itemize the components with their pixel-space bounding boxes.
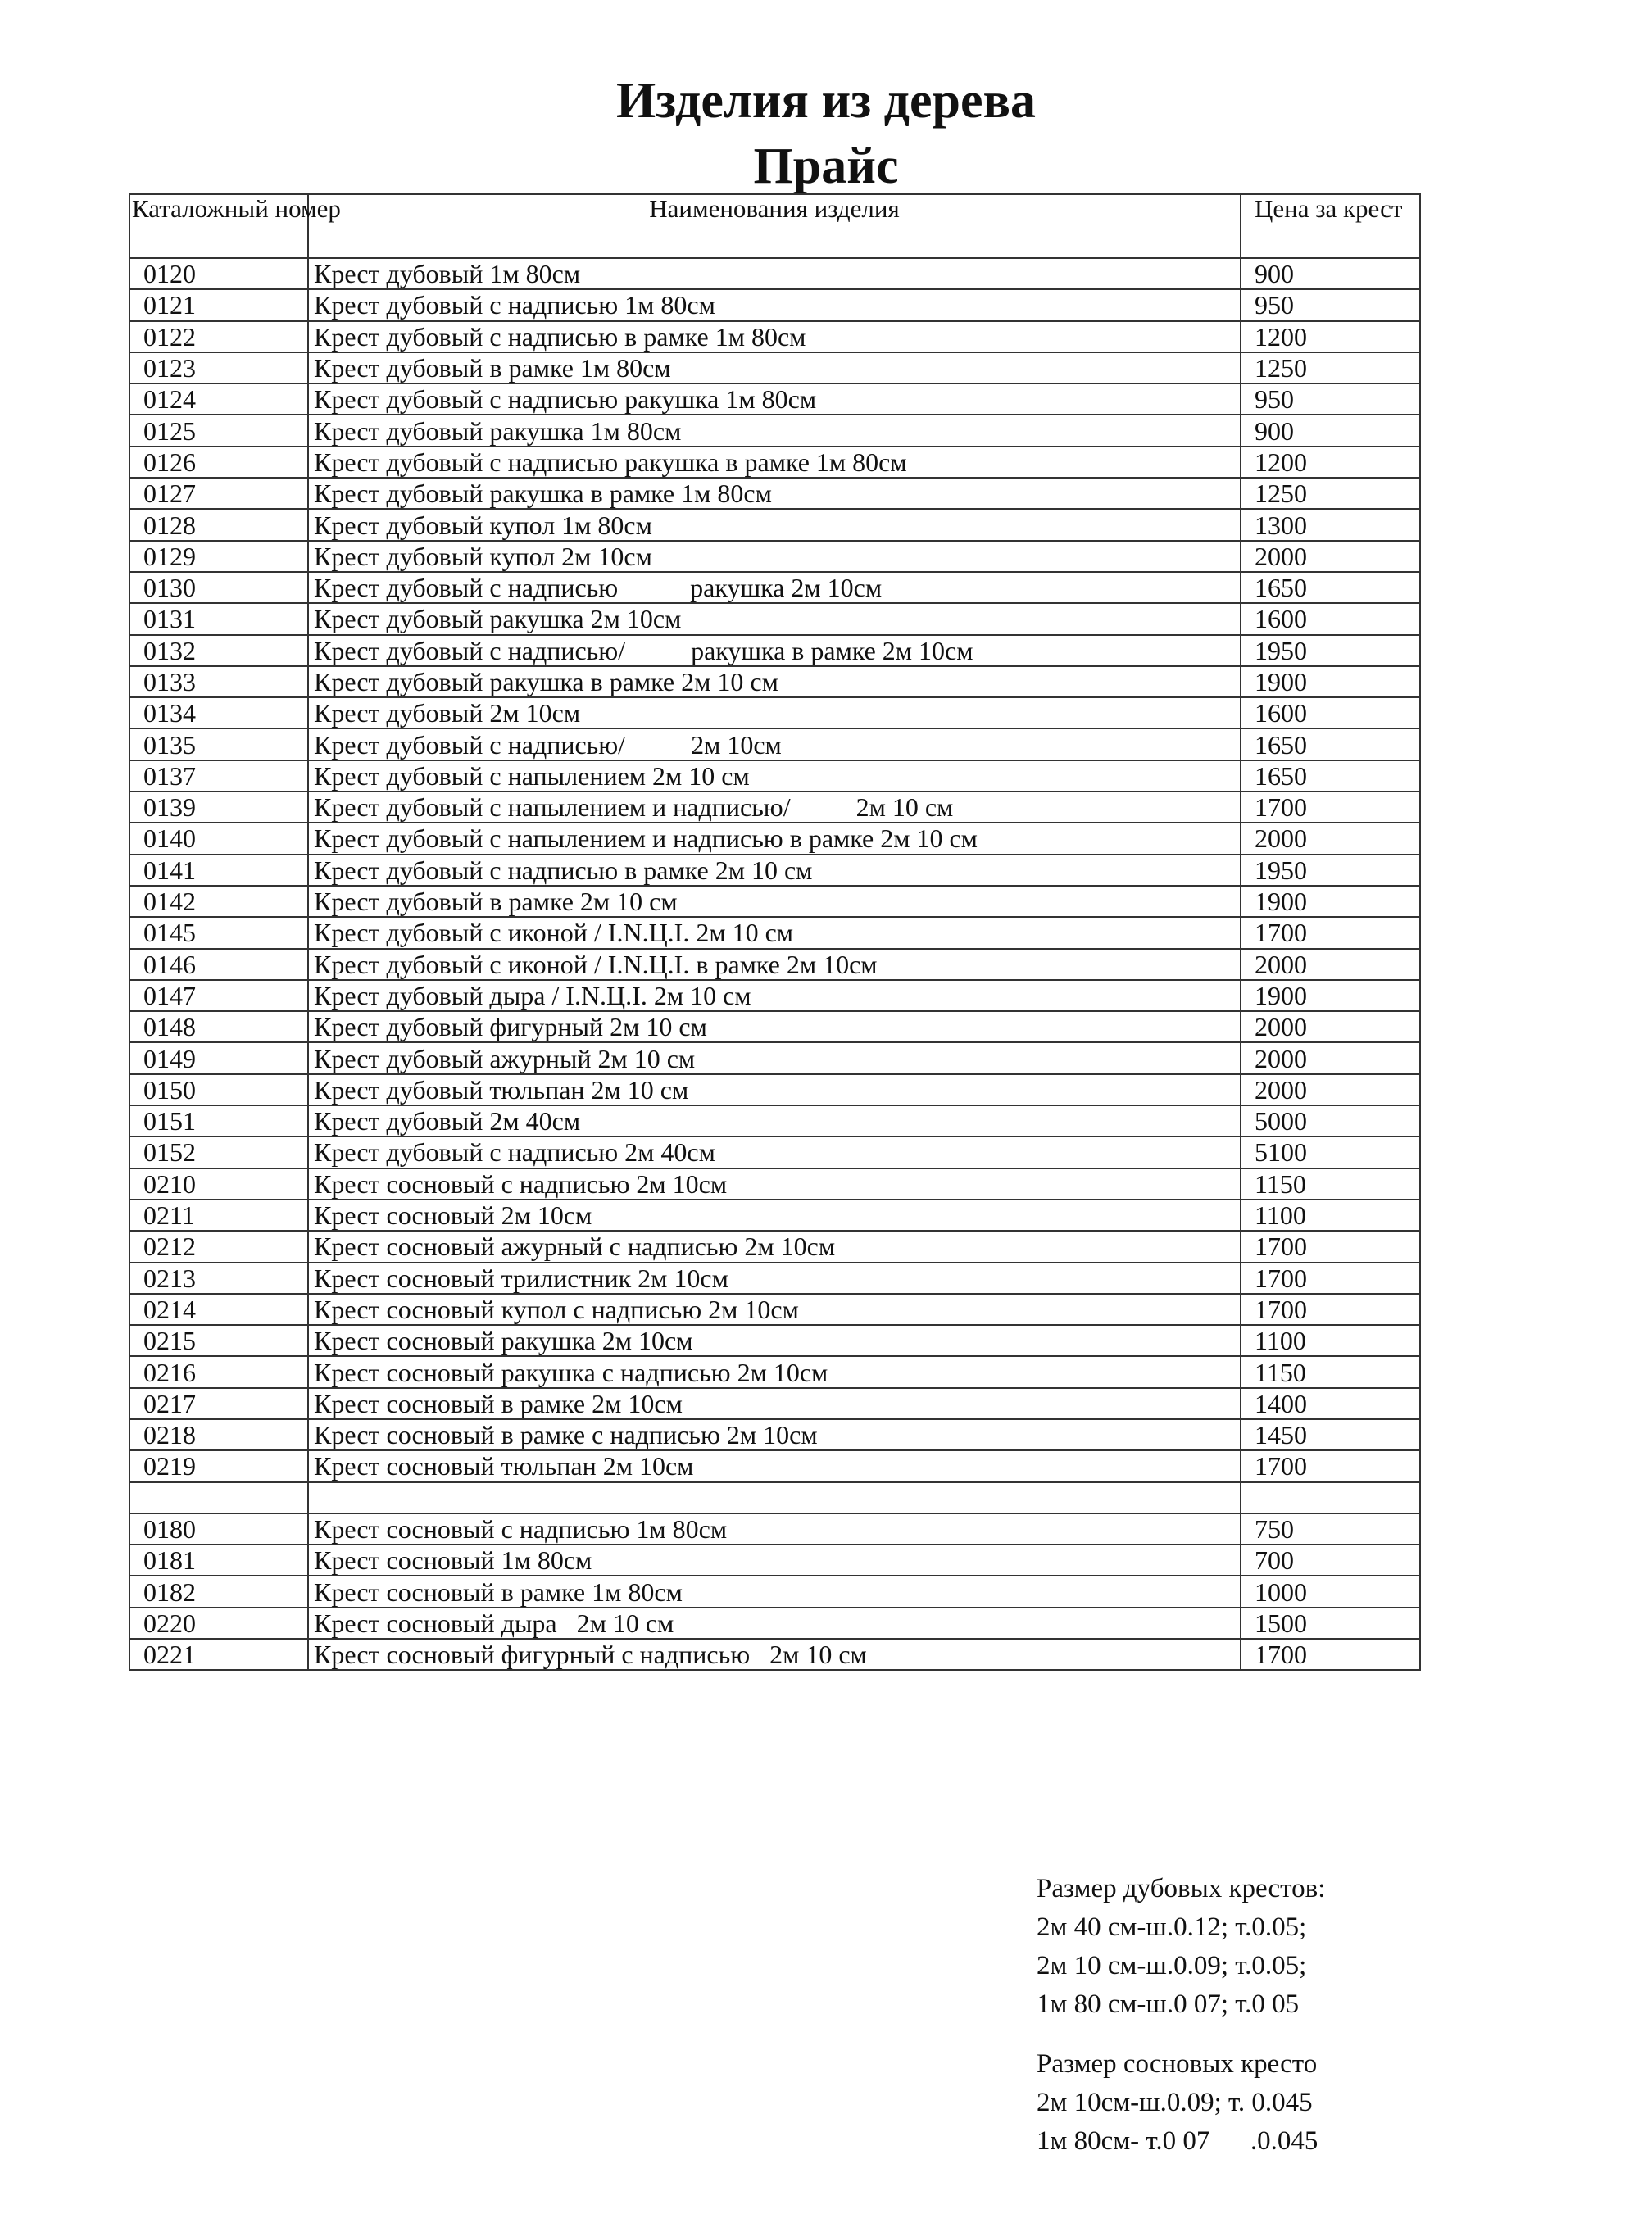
table-row bbox=[129, 1419, 1420, 1450]
table-row bbox=[129, 1325, 1420, 1356]
product-name-cell: Крест дубовый с надписью ракушка в рамке 1м 80см bbox=[308, 447, 1241, 478]
table-row bbox=[129, 1576, 1420, 1607]
product-name-cell: Крест сосновый ракушка 2м 10см bbox=[308, 1325, 1241, 1356]
product-name-cell: Крест дубовый с надписью/ ракушка в рамке 2м 10см bbox=[308, 635, 1241, 666]
catalog-number-cell: 0216 bbox=[129, 1356, 308, 1387]
pine-size-line: 2м 10см-ш.0.09; т. 0.045 bbox=[1037, 2088, 1313, 2117]
catalog-number-cell: 0135 bbox=[129, 728, 308, 760]
catalog-number-cell: 0151 bbox=[129, 1105, 308, 1136]
table-row bbox=[129, 1074, 1420, 1105]
catalog-number-cell: 0137 bbox=[129, 760, 308, 792]
table-row bbox=[129, 1513, 1420, 1545]
product-name-cell: Крест дубовый с надписью в рамке 1м 80см bbox=[308, 321, 1241, 352]
price-value-cell: 1250 bbox=[1241, 478, 1420, 509]
product-name-cell: Крест сосновый ракушка с надписью 2м 10см bbox=[308, 1356, 1241, 1387]
price-value-cell: 1650 bbox=[1241, 572, 1420, 603]
catalog-number-cell: 0148 bbox=[129, 1011, 308, 1042]
product-name-cell: Крест сосновый с надписью 2м 10см bbox=[308, 1168, 1241, 1200]
table-row bbox=[129, 1042, 1420, 1073]
price-value-cell: 1150 bbox=[1241, 1168, 1420, 1200]
table-row bbox=[129, 666, 1420, 697]
price-value-cell: 2000 bbox=[1241, 1042, 1420, 1073]
catalog-number-cell: 0180 bbox=[129, 1513, 308, 1545]
product-name-cell: Крест дубовый в рамке 2м 10 см bbox=[308, 886, 1241, 917]
catalog-number-cell: 0133 bbox=[129, 666, 308, 697]
price-value-cell: 1700 bbox=[1241, 792, 1420, 823]
product-name-cell: Крест дубовый ракушка 1м 80см bbox=[308, 415, 1241, 446]
table-row bbox=[129, 949, 1420, 980]
catalog-number-cell: 0211 bbox=[129, 1200, 308, 1231]
header-catalog-number: Каталожный номер bbox=[129, 194, 308, 258]
catalog-number-cell: 0125 bbox=[129, 415, 308, 446]
catalog-number-cell: 0131 bbox=[129, 603, 308, 634]
price-table bbox=[129, 193, 1421, 1671]
catalog-number-cell: 0210 bbox=[129, 1168, 308, 1200]
product-name-cell: Крест дубовый в рамке 1м 80см bbox=[308, 352, 1241, 383]
catalog-number-cell: 0120 bbox=[129, 258, 308, 289]
table-row bbox=[129, 1200, 1420, 1231]
product-name-cell: Крест дубовый с надписью ракушка 1м 80см bbox=[308, 383, 1241, 415]
price-value-cell: 5100 bbox=[1241, 1136, 1420, 1168]
catalog-number-cell: 0127 bbox=[129, 478, 308, 509]
product-name-cell: Крест дубовый ажурный 2м 10 см bbox=[308, 1042, 1241, 1073]
product-name-cell: Крест дубовый фигурный 2м 10 см bbox=[308, 1011, 1241, 1042]
product-name-cell: Крест дубовый купол 2м 10см bbox=[308, 541, 1241, 572]
table-row bbox=[129, 1482, 1420, 1513]
price-value-cell: 1950 bbox=[1241, 855, 1420, 886]
product-name-cell: Крест сосновый в рамке 1м 80см bbox=[308, 1576, 1241, 1607]
catalog-number-cell bbox=[129, 1482, 308, 1513]
product-name-cell: Крест дубовый с надписью 1м 80см bbox=[308, 289, 1241, 320]
table-row bbox=[129, 1105, 1420, 1136]
document-subtitle: Прайс bbox=[753, 138, 899, 194]
catalog-number-cell: 0152 bbox=[129, 1136, 308, 1168]
document-title: Изделия из дерева bbox=[616, 73, 1036, 129]
price-value-cell: 950 bbox=[1241, 289, 1420, 320]
table-row bbox=[129, 1450, 1420, 1481]
table-row bbox=[129, 1294, 1420, 1325]
table-row bbox=[129, 792, 1420, 823]
table-row bbox=[129, 760, 1420, 792]
catalog-number-cell: 0150 bbox=[129, 1074, 308, 1105]
price-value-cell: 1900 bbox=[1241, 886, 1420, 917]
price-value-cell: 1100 bbox=[1241, 1200, 1420, 1231]
product-name-cell: Крест дубовый с надписью в рамке 2м 10 см bbox=[308, 855, 1241, 886]
product-name-cell: Крест сосновый 1м 80см bbox=[308, 1545, 1241, 1576]
price-value-cell: 1650 bbox=[1241, 728, 1420, 760]
table-row bbox=[129, 603, 1420, 634]
product-name-cell: Крест дубовый 2м 40см bbox=[308, 1105, 1241, 1136]
table-row bbox=[129, 1263, 1420, 1294]
product-name-cell: Крест дубовый с иконой / I.N.Ц.I. в рамке 2м 10см bbox=[308, 949, 1241, 980]
catalog-number-cell: 0212 bbox=[129, 1231, 308, 1262]
product-name-cell: Крест дубовый с надписью 2м 40см bbox=[308, 1136, 1241, 1168]
table-row bbox=[129, 1168, 1420, 1200]
header-product-name: Наименования изделия bbox=[308, 194, 1241, 258]
catalog-number-cell: 0214 bbox=[129, 1294, 308, 1325]
price-value-cell: 1150 bbox=[1241, 1356, 1420, 1387]
catalog-number-cell: 0129 bbox=[129, 541, 308, 572]
price-value-cell: 1700 bbox=[1241, 1294, 1420, 1325]
table-row bbox=[129, 1356, 1420, 1387]
product-name-cell: Крест сосновый тюльпан 2м 10см bbox=[308, 1450, 1241, 1481]
price-value-cell: 1000 bbox=[1241, 1576, 1420, 1607]
price-value-cell: 1700 bbox=[1241, 917, 1420, 948]
catalog-number-cell: 0130 bbox=[129, 572, 308, 603]
table-row bbox=[129, 1011, 1420, 1042]
catalog-number-cell: 0126 bbox=[129, 447, 308, 478]
product-name-cell: Крест сосновый в рамке с надписью 2м 10см bbox=[308, 1419, 1241, 1450]
table-header-row bbox=[129, 194, 1420, 258]
catalog-number-cell: 0132 bbox=[129, 635, 308, 666]
catalog-number-cell: 0215 bbox=[129, 1325, 308, 1356]
price-value-cell: 1900 bbox=[1241, 980, 1420, 1011]
table-row bbox=[129, 1608, 1420, 1639]
price-value-cell: 1600 bbox=[1241, 697, 1420, 728]
table-row bbox=[129, 478, 1420, 509]
product-name-cell: Крест сосновый купол с надписью 2м 10см bbox=[308, 1294, 1241, 1325]
table-row bbox=[129, 980, 1420, 1011]
oak-size-line: 1м 80 см-ш.0 07; т.0 05 bbox=[1037, 1989, 1300, 2019]
product-name-cell: Крест сосновый ажурный с надписью 2м 10см bbox=[308, 1231, 1241, 1262]
product-name-cell: Крест дубовый с иконой / I.N.Ц.I. 2м 10 см bbox=[308, 917, 1241, 948]
price-value-cell: 2000 bbox=[1241, 541, 1420, 572]
table-row bbox=[129, 352, 1420, 383]
product-name-cell: Крест дубовый 2м 10см bbox=[308, 697, 1241, 728]
catalog-number-cell: 0139 bbox=[129, 792, 308, 823]
catalog-number-cell: 0213 bbox=[129, 1263, 308, 1294]
product-name-cell: Крест дубовый с напылением и надписью в рамке 2м 10 см bbox=[308, 823, 1241, 854]
product-name-cell: Крест дубовый с напылением 2м 10 см bbox=[308, 760, 1241, 792]
price-value-cell: 2000 bbox=[1241, 1011, 1420, 1042]
pine-size-notes bbox=[1037, 2045, 1325, 2161]
table-row bbox=[129, 541, 1420, 572]
price-value-cell: 1400 bbox=[1241, 1388, 1420, 1419]
table-row bbox=[129, 1136, 1420, 1168]
catalog-number-cell: 0181 bbox=[129, 1545, 308, 1576]
price-value-cell: 900 bbox=[1241, 415, 1420, 446]
price-value-cell: 1700 bbox=[1241, 1639, 1420, 1670]
product-name-cell: Крест сосновый фигурный с надписью 2м 10 см bbox=[308, 1639, 1241, 1670]
table-row bbox=[129, 1388, 1420, 1419]
price-value-cell: 2000 bbox=[1241, 823, 1420, 854]
price-value-cell: 2000 bbox=[1241, 949, 1420, 980]
product-name-cell: Крест дубовый дыра / I.N.Ц.I. 2м 10 см bbox=[308, 980, 1241, 1011]
pine-size-line: 1м 80см- т.0 07 .0.045 bbox=[1037, 2126, 1318, 2156]
product-name-cell: Крест дубовый ракушка в рамке 1м 80см bbox=[308, 478, 1241, 509]
table-row bbox=[129, 258, 1420, 289]
table-row bbox=[129, 415, 1420, 446]
table-row bbox=[129, 509, 1420, 540]
catalog-number-cell: 0122 bbox=[129, 321, 308, 352]
product-name-cell: Крест дубовый тюльпан 2м 10 см bbox=[308, 1074, 1241, 1105]
price-value-cell: 1200 bbox=[1241, 447, 1420, 478]
catalog-number-cell: 0219 bbox=[129, 1450, 308, 1481]
catalog-number-cell: 0147 bbox=[129, 980, 308, 1011]
price-value-cell: 1700 bbox=[1241, 1263, 1420, 1294]
table-row bbox=[129, 383, 1420, 415]
price-value-cell: 5000 bbox=[1241, 1105, 1420, 1136]
price-value-cell: 900 bbox=[1241, 258, 1420, 289]
catalog-number-cell: 0134 bbox=[129, 697, 308, 728]
price-value-cell: 1300 bbox=[1241, 509, 1420, 540]
oak-size-title: Размер дубовых крестов: bbox=[1037, 1874, 1326, 1903]
product-name-cell: Крест сосновый трилистник 2м 10см bbox=[308, 1263, 1241, 1294]
product-name-cell: Крест дубовый с надписью/ 2м 10см bbox=[308, 728, 1241, 760]
price-value-cell: 1600 bbox=[1241, 603, 1420, 634]
product-name-cell: Крест дубовый с надписью ракушка 2м 10см bbox=[308, 572, 1241, 603]
price-value-cell: 1900 bbox=[1241, 666, 1420, 697]
price-value-cell: 1450 bbox=[1241, 1419, 1420, 1450]
product-name-cell: Крест дубовый купол 1м 80см bbox=[308, 509, 1241, 540]
catalog-number-cell: 0121 bbox=[129, 289, 308, 320]
product-name-cell: Крест дубовый 1м 80см bbox=[308, 258, 1241, 289]
price-value-cell: 1700 bbox=[1241, 1231, 1420, 1262]
product-name-cell bbox=[308, 1482, 1241, 1513]
catalog-number-cell: 0146 bbox=[129, 949, 308, 980]
price-value-cell: 2000 bbox=[1241, 1074, 1420, 1105]
price-value-cell: 1650 bbox=[1241, 760, 1420, 792]
price-value-cell: 1250 bbox=[1241, 352, 1420, 383]
price-value-cell: 1700 bbox=[1241, 1450, 1420, 1481]
catalog-number-cell: 0218 bbox=[129, 1419, 308, 1450]
table-row bbox=[129, 886, 1420, 917]
product-name-cell: Крест дубовый ракушка в рамке 2м 10 см bbox=[308, 666, 1241, 697]
product-name-cell: Крест сосновый в рамке 2м 10см bbox=[308, 1388, 1241, 1419]
table-row bbox=[129, 321, 1420, 352]
product-name-cell: Крест дубовый ракушка 2м 10см bbox=[308, 603, 1241, 634]
price-value-cell: 700 bbox=[1241, 1545, 1420, 1576]
table-row bbox=[129, 697, 1420, 728]
product-name-cell: Крест сосновый 2м 10см bbox=[308, 1200, 1241, 1231]
oak-size-line: 2м 40 см-ш.0.12; т.0.05; bbox=[1037, 1912, 1307, 1942]
catalog-number-cell: 0149 bbox=[129, 1042, 308, 1073]
size-notes bbox=[1037, 1870, 1325, 2182]
catalog-number-cell: 0141 bbox=[129, 855, 308, 886]
product-name-cell: Крест дубовый с напылением и надписью/ 2м 10 см bbox=[308, 792, 1241, 823]
catalog-number-cell: 0128 bbox=[129, 509, 308, 540]
pine-size-title: Размер сосновых кресто bbox=[1037, 2049, 1318, 2079]
price-value-cell: 1950 bbox=[1241, 635, 1420, 666]
price-value-cell: 1500 bbox=[1241, 1608, 1420, 1639]
catalog-number-cell: 0221 bbox=[129, 1639, 308, 1670]
table-row bbox=[129, 635, 1420, 666]
price-value-cell: 950 bbox=[1241, 383, 1420, 415]
header-price: Цена за крест bbox=[1241, 194, 1420, 258]
catalog-number-cell: 0142 bbox=[129, 886, 308, 917]
catalog-number-cell: 0145 bbox=[129, 917, 308, 948]
catalog-number-cell: 0124 bbox=[129, 383, 308, 415]
catalog-number-cell: 0182 bbox=[129, 1576, 308, 1607]
table-row bbox=[129, 1639, 1420, 1670]
price-value-cell: 1200 bbox=[1241, 321, 1420, 352]
oak-size-notes bbox=[1037, 1870, 1325, 2024]
price-value-cell: 1100 bbox=[1241, 1325, 1420, 1356]
catalog-number-cell: 0217 bbox=[129, 1388, 308, 1419]
price-value-cell: 750 bbox=[1241, 1513, 1420, 1545]
table-row bbox=[129, 823, 1420, 854]
catalog-number-cell: 0220 bbox=[129, 1608, 308, 1639]
table-row bbox=[129, 447, 1420, 478]
table-row bbox=[129, 728, 1420, 760]
table-row bbox=[129, 289, 1420, 320]
product-name-cell: Крест сосновый дыра 2м 10 см bbox=[308, 1608, 1241, 1639]
price-value-cell bbox=[1241, 1482, 1420, 1513]
table-row bbox=[129, 1545, 1420, 1576]
table-row bbox=[129, 855, 1420, 886]
table-row bbox=[129, 917, 1420, 948]
table-row bbox=[129, 572, 1420, 603]
catalog-number-cell: 0140 bbox=[129, 823, 308, 854]
product-name-cell: Крест сосновый с надписью 1м 80см bbox=[308, 1513, 1241, 1545]
catalog-number-cell: 0123 bbox=[129, 352, 308, 383]
table-row bbox=[129, 1231, 1420, 1262]
oak-size-line: 2м 10 см-ш.0.09; т.0.05; bbox=[1037, 1951, 1307, 1980]
